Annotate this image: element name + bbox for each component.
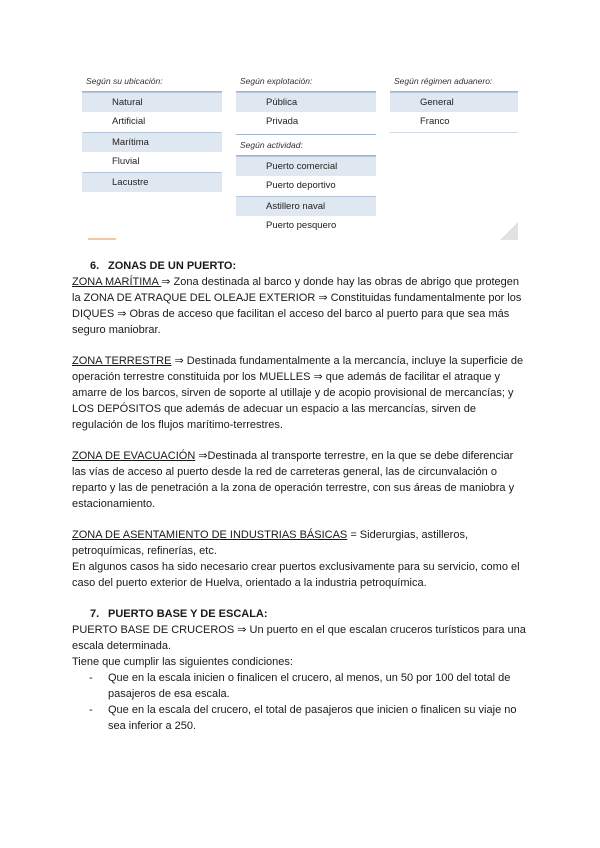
table-cell: Puerto deportivo [236,176,376,196]
table-cell: Puerto pesquero [236,216,376,236]
paragraph-industrias-extra: En algunos casos ha sido necesario crear puertos exclusivamente para su servicio, como el caso del puerto exterior de Huelva, orientado a la industria petroquímica. [72,561,520,589]
table-header-ubicacion: Según su ubicación: [82,73,222,92]
table-cell: Pública [236,92,376,112]
document-body [72,258,528,734]
section-heading-6 [90,258,528,274]
table-header-actividad: Según actividad: [236,137,376,156]
table-cell: General [390,92,518,112]
section-number: 6. [90,260,100,272]
decorative-underline [88,238,116,240]
table-cell: Lacustre [82,172,222,192]
term-zona-evacuacion: ZONA DE EVACUACIÓN [72,450,196,462]
section-number: 7. [90,608,100,620]
paragraph-text: ⇒ Destinada fundamentalmente a la mercancía, incluye la superficie de operación terrestre constituida por los MUELLES ⇒ que además de facilitar el atraque y amarre de los barcos, sirven de soporte al utillaje y de acopio provisional de mercancías; y LOS DEPÓSITOS que además de adecuar un espacio a las mercancías, sirven de regulación de los flujos marítimo-terrestres. [72,355,524,431]
conditions-list [72,670,528,734]
table-cell: Astillero naval [236,196,376,216]
term-zona-maritima: ZONA MARÍTIMA [72,276,162,288]
paragraph-conditions-intro: Tiene que cumplir las siguientes condiciones: [72,656,293,668]
table-cell: Artificial [82,112,222,132]
table-cell: Fluvial [82,152,222,172]
paragraph-text: = Siderurgias, astilleros, petroquímicas, refinerías, etc. [72,529,469,557]
table-divider [236,134,376,135]
paragraph-text: ⇒Destinada al transporte terrestre, en la que se debe diferenciar las vías de acceso al puerto desde la red de carreteras general, las de circunvalación o reparto y las de penetración a la zona de operación terrestre, con sus áreas de maniobra y estacionamiento. [72,450,515,510]
section-title: PUERTO BASE Y DE ESCALA: [108,608,268,620]
table-cell: Puerto comercial [236,156,376,176]
table-header-explotacion: Según explotación: [236,73,376,92]
table-column-explotacion [236,73,376,236]
term-zona-terrestre: ZONA TERRESTRE [72,355,172,367]
page-corner-fold [500,222,518,240]
table-cell: Franco [390,112,518,132]
table-column-ubicacion [82,73,222,192]
dash-bullet: - [89,704,93,716]
list-item [72,702,528,734]
table-divider [390,132,518,133]
paragraph-zona-terrestre [72,353,528,433]
list-item-text: Que en la escala del crucero, el total de pasajeros que inicien o finalicen su viaje no sea inferior a 250. [108,704,517,732]
table-header-regimen: Según régimen aduanero: [390,73,518,92]
paragraph-puerto-base-definition: PUERTO BASE DE CRUCEROS ⇒ Un puerto en el que escalan cruceros turísticos para una escala determinada. [72,624,526,652]
paragraph-zona-industrias [72,527,528,559]
table-cell: Privada [236,112,376,132]
dash-bullet: - [89,672,93,684]
table-cell: Natural [82,92,222,112]
term-zona-industrias: ZONA DE ASENTAMIENTO DE INDUSTRIAS BÁSICAS [72,529,348,541]
table-cell: Marítima [82,132,222,152]
paragraph-zona-evacuacion [72,448,528,512]
list-item [72,670,528,702]
list-item-text: Que en la escala inicien o finalicen el crucero, al menos, un 50 por 100 del total de pasajeros de esa escala. [108,672,511,700]
table-column-regimen [390,73,518,133]
section-title: ZONAS DE UN PUERTO: [108,260,237,272]
section-heading-7 [90,606,528,622]
paragraph-zona-maritima [72,274,528,338]
paragraph-text: ⇒ Zona destinada al barco y donde hay las obras de abrigo que protegen la ZONA DE ATRAQUE DEL OLEAJE EXTERIOR ⇒ Constituidas fundamentalmente por los DIQUES ⇒ Obras de acceso que facilitan el acceso del barco al puerto para que sea más seguro maniobrar. [72,276,522,336]
